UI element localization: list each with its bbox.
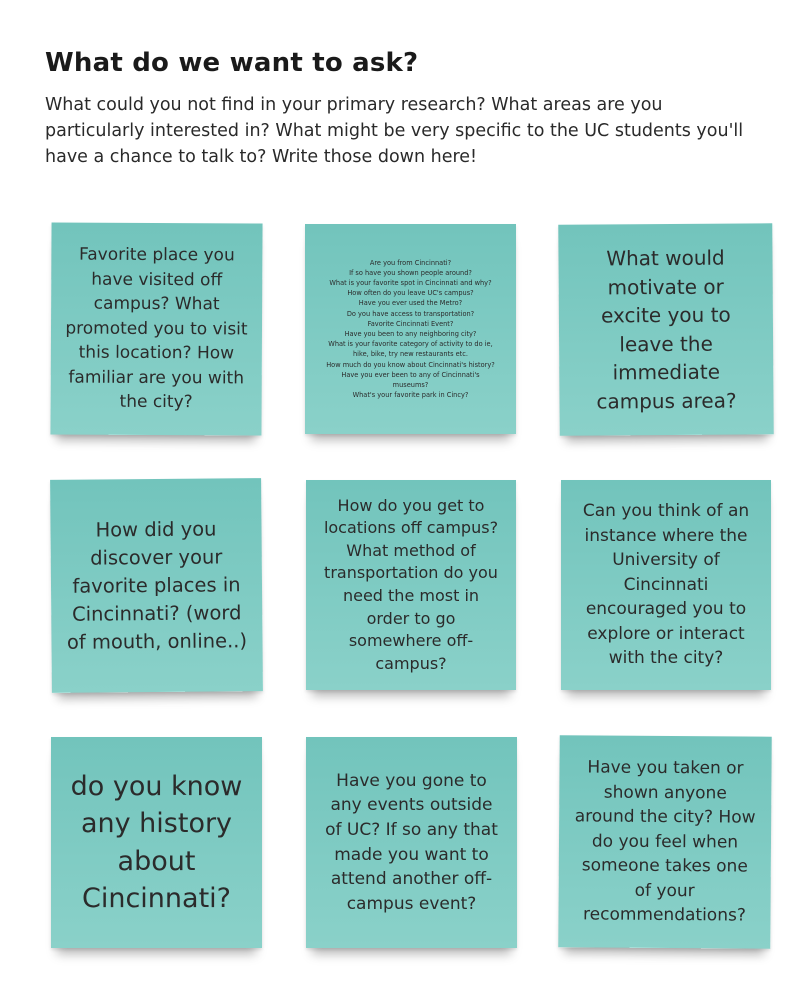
page-description: What could you not find in your primary research? What areas are you particularly interested in? What might be very specific to the UC students you'll have a chance to talk to? Write those down here!: [45, 95, 744, 167]
sticky-note-text: Have you gone to any events outside of UC? If so any that made you want to attend another off-campus event?: [325, 770, 498, 914]
question-line: Have you ever been to any of Cincinnati's museums?: [341, 370, 480, 390]
sticky-note-text: Have you taken or shown anyone around the city? How do you feel when someone takes one of your recommendations?: [574, 757, 756, 927]
sticky-note[interactable]: [558, 735, 771, 948]
sticky-note-question-list[interactable]: [305, 224, 516, 434]
question-line: Favorite Cincinnati Event?: [367, 319, 454, 328]
question-line: If so have you shown people around?: [349, 268, 472, 277]
sticky-note-text: Favorite place you have visited off campus? What promoted you to visit this location? How familiar are you with the city?: [65, 244, 248, 413]
sticky-note[interactable]: [306, 480, 516, 690]
question-line: Do you have access to transportation?: [346, 309, 475, 318]
question-line: How often do you leave UC's campus?: [347, 289, 474, 298]
question-line: How much do you know about Cincinnati's history?: [326, 360, 495, 369]
sticky-note-text: How did you discover your favorite places in Cincinnati? (word of mouth, online..): [66, 516, 248, 654]
question-line: What's your favorite park in Cincy?: [352, 391, 469, 400]
question-line: Are you from Cincinnati?: [369, 258, 452, 267]
question-line: What is your favorite spot in Cincinnati and why?: [329, 278, 492, 287]
page-title: What do we want to ask?: [45, 48, 419, 78]
question-list: [323, 258, 498, 401]
sticky-note[interactable]: [50, 222, 262, 435]
sticky-note[interactable]: [50, 478, 263, 693]
question-line: Have you ever used the Metro?: [358, 299, 463, 308]
sticky-note[interactable]: [561, 480, 771, 690]
sticky-note[interactable]: [306, 737, 517, 948]
sticky-note-text: Can you think of an instance where the University of Cincinnati encouraged you to explore or interact with the city?: [582, 500, 750, 669]
question-line: Have you been to any neighboring city?: [344, 330, 477, 338]
question-line: What is your favorite category of activity to do ie, hike, bike, try new restaurants etc.: [328, 340, 493, 359]
sticky-note[interactable]: [558, 223, 773, 435]
sticky-note-text: What would motivate or excite you to leave the immediate campus area?: [596, 245, 737, 413]
sticky-note-text: How do you get to locations off campus? What method of transportation do you need the most in order to go somewhere off-campus?: [323, 495, 499, 673]
sticky-note-text: do you know any history about Cincinnati?: [70, 770, 243, 914]
sticky-note[interactable]: [51, 737, 262, 948]
